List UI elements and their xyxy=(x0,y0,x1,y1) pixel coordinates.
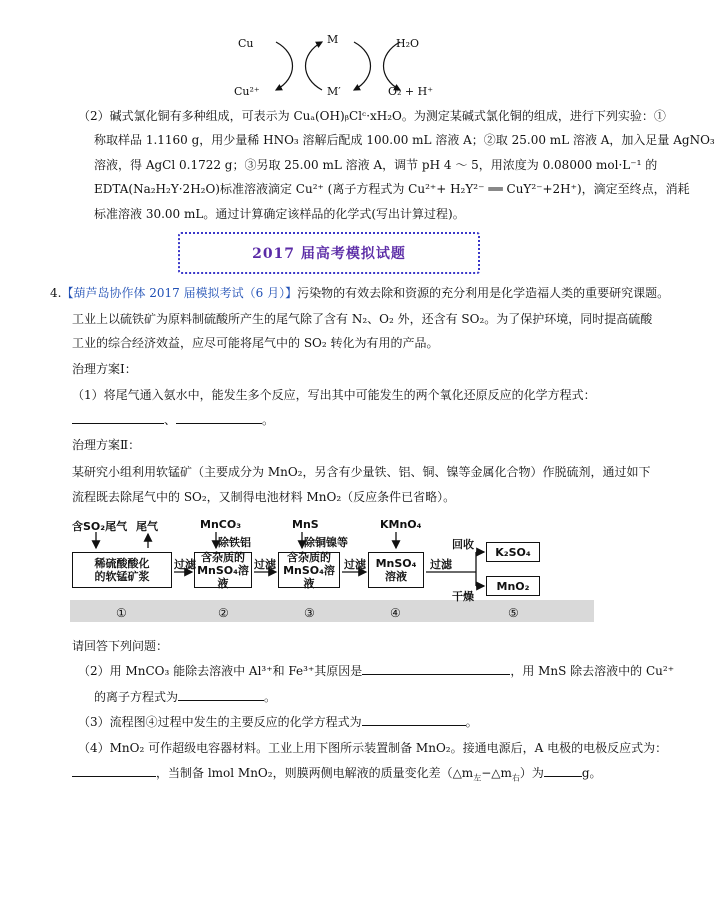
cycle-o2h: O₂ + H⁺ xyxy=(388,85,434,98)
flow-box-2 xyxy=(194,552,252,588)
cycle-m: M xyxy=(327,33,339,46)
flow-reagent-mnco3: MnCO₃ xyxy=(200,518,242,531)
q2-line-4: EDTA(Na₂H₂Y·2H₂O)标准溶液滴定 Cu²⁺ (离子方程式为 Cu²⁺+ H₂Y²⁻ ══ CuY²⁻+2H⁺)，滴定至终点，消耗 xyxy=(94,182,690,196)
flow-box-4 xyxy=(368,552,424,588)
q2-line-3: 溶液，得 AgCl 0.1722 g；③另取 25.00 mL 溶液 A，调节 pH 4 ～ 5，用浓度为 0.08000 mol·L⁻¹ 的 xyxy=(94,158,658,172)
answer-2-blank-equation[interactable] xyxy=(178,689,264,701)
flow-box-2-line-2: MnSO₄溶液 xyxy=(197,563,249,590)
plan-1-blanks xyxy=(72,412,274,428)
flow-remove-cu-ni: 除铜镍等 xyxy=(304,536,348,549)
plan-2-heading: 治理方案Ⅱ： xyxy=(72,438,141,452)
answer-2-mns: ，用 MnS 除去溶液中的 Cu²⁺ xyxy=(510,664,675,678)
q4-line-2: 工业上以硫铁矿为原料制硫酸所产生的尾气除了含有 N₂、O₂ 外，还含有 SO₂。为了保护环境，同时提高硫酸 xyxy=(72,312,653,326)
plan-2-line-2: 流程既去除尾气中的 SO₂，又制得电池材料 MnO₂（反应条件已省略）。 xyxy=(72,490,456,504)
flow-box-4-line-2: 溶液 xyxy=(385,570,407,583)
flow-box-1-line-1: 稀硫酸酸化 xyxy=(94,557,150,570)
q4-intro: 污染物的有效去除和资源的充分利用是化学造福人类的重要研究课题。 xyxy=(297,286,670,300)
flow-filter-4: 过滤 xyxy=(430,558,452,571)
section-title: 2017 届高考模拟试题 xyxy=(252,246,406,262)
cycle-cu: Cu xyxy=(238,37,254,50)
flow-filter-1: 过滤 xyxy=(174,558,196,571)
flow-step-5: ⑤ xyxy=(508,606,519,620)
answer-4-is: ）为 xyxy=(519,766,544,780)
flow-step-4: ④ xyxy=(390,606,401,620)
answer-4-line-1: （4）MnO₂ 可作超级电容器材料。工业上用下图所示装置制备 MnO₂。接通电源后，A 电极的电极反应式为： xyxy=(78,741,668,755)
flow-input-so2: 含SO₂尾气 xyxy=(72,520,128,533)
flow-product-mno2: MnO₂ xyxy=(496,579,530,593)
flow-recycle: 回收 xyxy=(452,538,474,551)
flow-box-1 xyxy=(72,552,172,588)
answer-2-blank-reason[interactable] xyxy=(362,663,510,675)
flow-product-k2so4: K₂SO₄ xyxy=(495,545,531,559)
flow-filter-2: 过滤 xyxy=(254,558,276,571)
q4-first-line xyxy=(50,285,669,301)
flow-box-3-line-1: 含杂质的 xyxy=(287,550,331,564)
answer-4-unit: g。 xyxy=(581,766,602,780)
answer-3-prompt: （3）流程图④过程中发生的主要反应的化学方程式为 xyxy=(78,715,362,729)
answer-3-end: 。 xyxy=(465,715,478,729)
section-title-box xyxy=(178,232,480,274)
q4-source: 【葫芦岛协作体 2017 届模拟考试（6 月）】 xyxy=(61,286,298,300)
flow-output-gas: 尾气 xyxy=(136,520,158,533)
flow-remove-fe-al: 除铁铝 xyxy=(218,536,251,549)
cycle-cu2: Cu²⁺ xyxy=(234,85,260,98)
answer-4-left-sub: 左 xyxy=(473,773,482,783)
plan-1-heading: 治理方案Ⅰ： xyxy=(72,362,137,376)
answer-4-right-sub: 右 xyxy=(511,773,520,783)
answer-2-ionic-prompt: 的离子方程式为 xyxy=(94,690,179,704)
answer-4-minus: −△m xyxy=(481,766,512,780)
answer-2-line-2 xyxy=(94,689,276,705)
answer-3-blank[interactable] xyxy=(362,714,466,726)
flow-box-3-line-2: MnSO₄溶液 xyxy=(283,563,335,590)
answer-4-mass-prompt: ，当制备 lmol MnO₂，则膜两侧电解液的质量变化差（△m xyxy=(156,766,474,780)
flow-step-2: ② xyxy=(218,606,229,620)
plan-1-q1: （1）将尾气通入氨水中，能发生多个反应，写出其中可能发生的两个氧化还原反应的化学方程式： xyxy=(72,388,596,402)
q2-line-2: 称取样品 1.1160 g，用少量稀 HNO₃ 溶解后配成 100.00 mL 溶液 A；②取 25.00 mL 溶液 A，加入足量 AgNO₃ xyxy=(94,133,715,147)
answer-4-blank-electrode[interactable] xyxy=(72,765,156,777)
answers-intro: 请回答下列问题： xyxy=(72,639,169,653)
answer-4-blank-mass[interactable] xyxy=(544,765,582,777)
cycle-m-prime: M′ xyxy=(327,85,341,98)
flow-diagram xyxy=(66,514,596,626)
answer-3-line xyxy=(78,714,478,730)
q4-line-3: 工业的综合经济效益，应尽可能将尾气中的 SO₂ 转化为有用的产品。 xyxy=(72,336,439,350)
blank-end: 。 xyxy=(262,413,275,427)
flow-box-mno2 xyxy=(486,576,540,596)
q2-line-1: （2）碱式氯化铜有多种组成，可表示为 Cuₐ(OH)ᵦClᶜ·xH₂O。为测定某碱式氯化铜的组成，进行下列实验：① xyxy=(78,109,666,123)
flow-box-4-line-1: MnSO₄ xyxy=(375,557,417,570)
flow-box-1-line-2: 的软锰矿浆 xyxy=(94,570,150,583)
flow-box-3 xyxy=(278,552,340,588)
answer-blank-2[interactable] xyxy=(176,412,262,424)
answer-4-line-2 xyxy=(72,765,602,786)
answer-blank-1[interactable] xyxy=(72,412,164,424)
flow-reagent-mns: MnS xyxy=(292,518,319,531)
flow-step-3: ③ xyxy=(304,606,315,620)
flow-dry: 干燥 xyxy=(452,590,474,603)
q4-number: 4. xyxy=(50,286,62,300)
flow-reagent-kmno4: KMnO₄ xyxy=(380,518,422,531)
flow-box-2-line-1: 含杂质的 xyxy=(201,550,245,564)
answer-2-line-1 xyxy=(78,663,674,679)
answer-2-end: 。 xyxy=(264,690,277,704)
cycle-h2o: H₂O xyxy=(396,37,420,50)
blank-separator: 、 xyxy=(164,413,177,427)
plan-2-line-1: 某研究小组利用软锰矿（主要成分为 MnO₂，另含有少量铁、铝、铜、镍等金属化合物）作脱硫剂，通过如下 xyxy=(72,465,651,479)
flow-filter-3: 过滤 xyxy=(344,558,366,571)
answer-2-prompt: （2）用 MnCO₃ 能除去溶液中 Al³⁺和 Fe³⁺其原因是 xyxy=(78,664,363,678)
q2-line-5: 标准溶液 30.00 mL。通过计算确定该样品的化学式(写出计算过程)。 xyxy=(94,207,465,221)
flow-step-1: ① xyxy=(116,606,127,620)
flow-box-k2so4 xyxy=(486,542,540,562)
